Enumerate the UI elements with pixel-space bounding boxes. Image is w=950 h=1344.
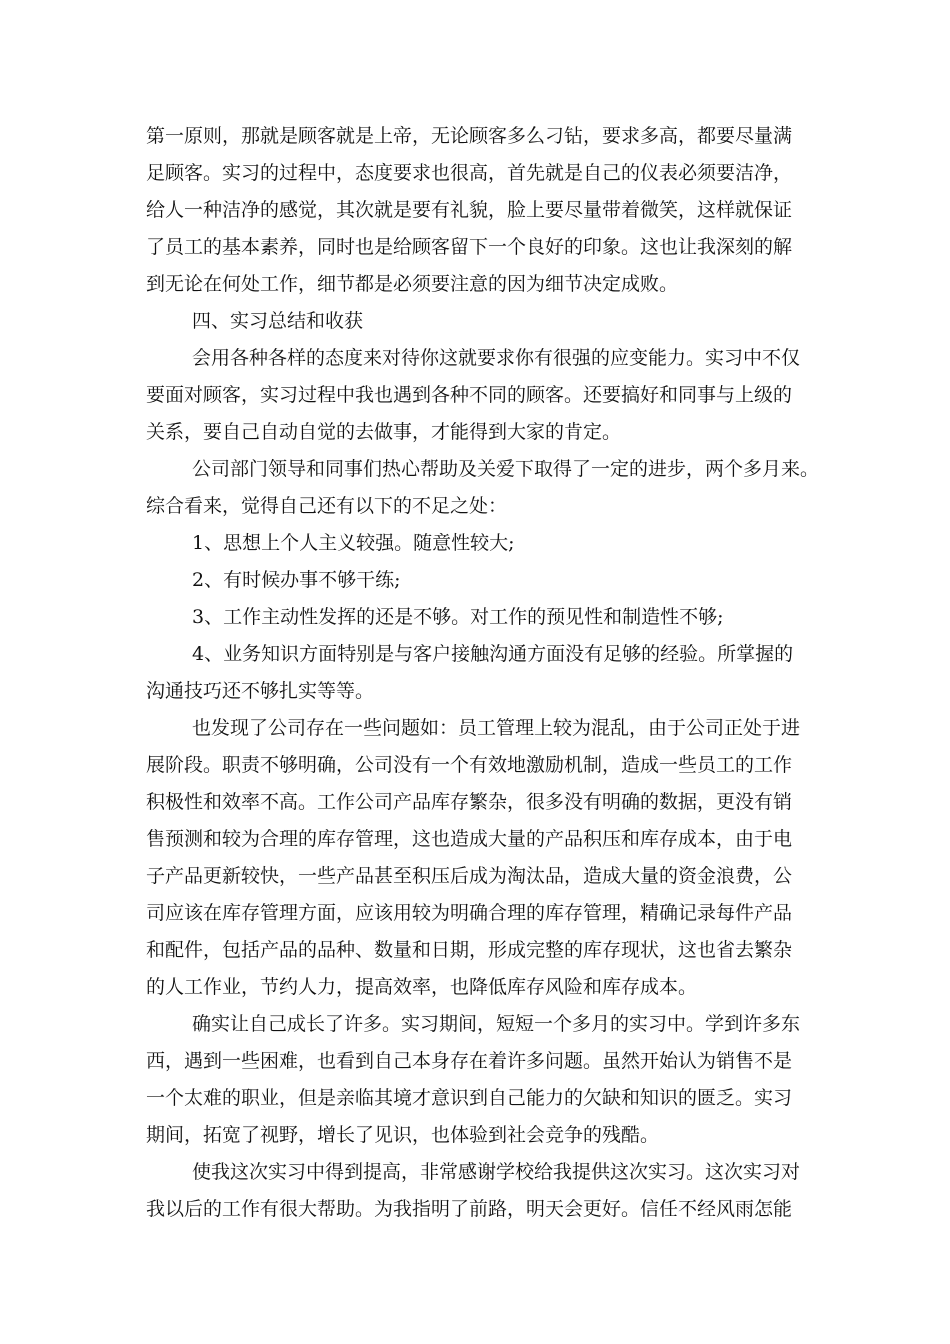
document-body [146, 118, 820, 1228]
text-line: 足顾客。实习的过程中，态度要求也很高，首先就是自己的仪表必须要洁净， [146, 162, 793, 184]
text-line: 使我这次实习中得到提高，非常感谢学校给我提供这次实习。这次实习对 [192, 1161, 801, 1183]
text-line: 会用各种各样的态度来对待你这就要求你有很强的应变能力。实习中不仅 [192, 347, 801, 369]
text-line: 司应该在库存管理方面，应该用较为明确合理的库存管理，精确记录每件产品 [146, 902, 793, 924]
text-line: 确实让自己成长了许多。实习期间，短短一个多月的实习中。学到许多东 [192, 1013, 801, 1035]
text-line: 展阶段。职责不够明确，公司没有一个有效地激励机制，造成一些员工的工作 [146, 754, 793, 776]
text-line: 我以后的工作有很大帮助。为我指明了前路，明天会更好。信任不经风雨怎能 [146, 1198, 793, 1220]
text-line: 和配件，包括产品的品种、数量和日期，形成完整的库存现状，这也省去繁杂 [146, 939, 793, 961]
text-line: 要面对顾客，实习过程中我也遇到各种不同的顾客。还要搞好和同事与上级的 [146, 384, 793, 406]
text-line: 3、工作主动性发挥的还是不够。对工作的预见性和制造性不够; [192, 606, 724, 628]
text-line: 关系，要自己自动自觉的去做事，才能得到大家的肯定。 [146, 421, 622, 443]
text-line: 综合看来，觉得自己还有以下的不足之处： [146, 495, 508, 517]
text-line: 四、实习总结和收获 [192, 310, 364, 332]
text-line: 4、业务知识方面特别是与客户接触沟通方面没有足够的经验。所掌握的 [192, 643, 794, 665]
text-line: 售预测和较为合理的库存管理，这也造成大量的产品积压和库存成本，由于电 [146, 828, 793, 850]
text-line: 2、有时候办事不够干练; [192, 569, 401, 591]
text-line: 沟通技巧还不够扎实等等。 [146, 680, 375, 702]
text-line: 积极性和效率不高。工作公司产品库存繁杂，很多没有明确的数据，更没有销 [146, 791, 793, 813]
text-line: 1、思想上个人主义较强。随意性较大; [192, 532, 515, 554]
text-line: 期间，拓宽了视野，增长了见识，也体验到社会竞争的残酷。 [146, 1124, 660, 1146]
text-line: 子产品更新较快，一些产品甚至积压后成为淘汰品，造成大量的资金浪费，公 [146, 865, 793, 887]
text-line: 西，遇到一些困难，也看到自己本身存在着许多问题。虽然开始认为销售不是 [146, 1050, 793, 1072]
text-line: 到无论在何处工作，细节都是必须要注意的因为细节决定成败。 [146, 273, 679, 295]
text-line: 给人一种洁净的感觉，其次就是要有礼貌，脸上要尽量带着微笑，这样就保证 [146, 199, 793, 221]
text-line: 公司部门领导和同事们热心帮助及关爱下取得了一定的进步，两个多月来。 [192, 458, 820, 480]
text-line: 也发现了公司存在一些问题如：员工管理上较为混乱，由于公司正处于进 [192, 717, 801, 739]
text-line: 的人工作业，节约人力，提高效率，也降低库存风险和库存成本。 [146, 976, 698, 998]
text-line: 了员工的基本素养，同时也是给顾客留下一个良好的印象。这也让我深刻的解 [146, 236, 793, 258]
text-line: 一个太难的职业，但是亲临其境才意识到自己能力的欠缺和知识的匮乏。实习 [146, 1087, 793, 1109]
text-line: 第一原则，那就是顾客就是上帝，无论顾客多么刁钻，要求多高，都要尽量满 [146, 125, 793, 147]
